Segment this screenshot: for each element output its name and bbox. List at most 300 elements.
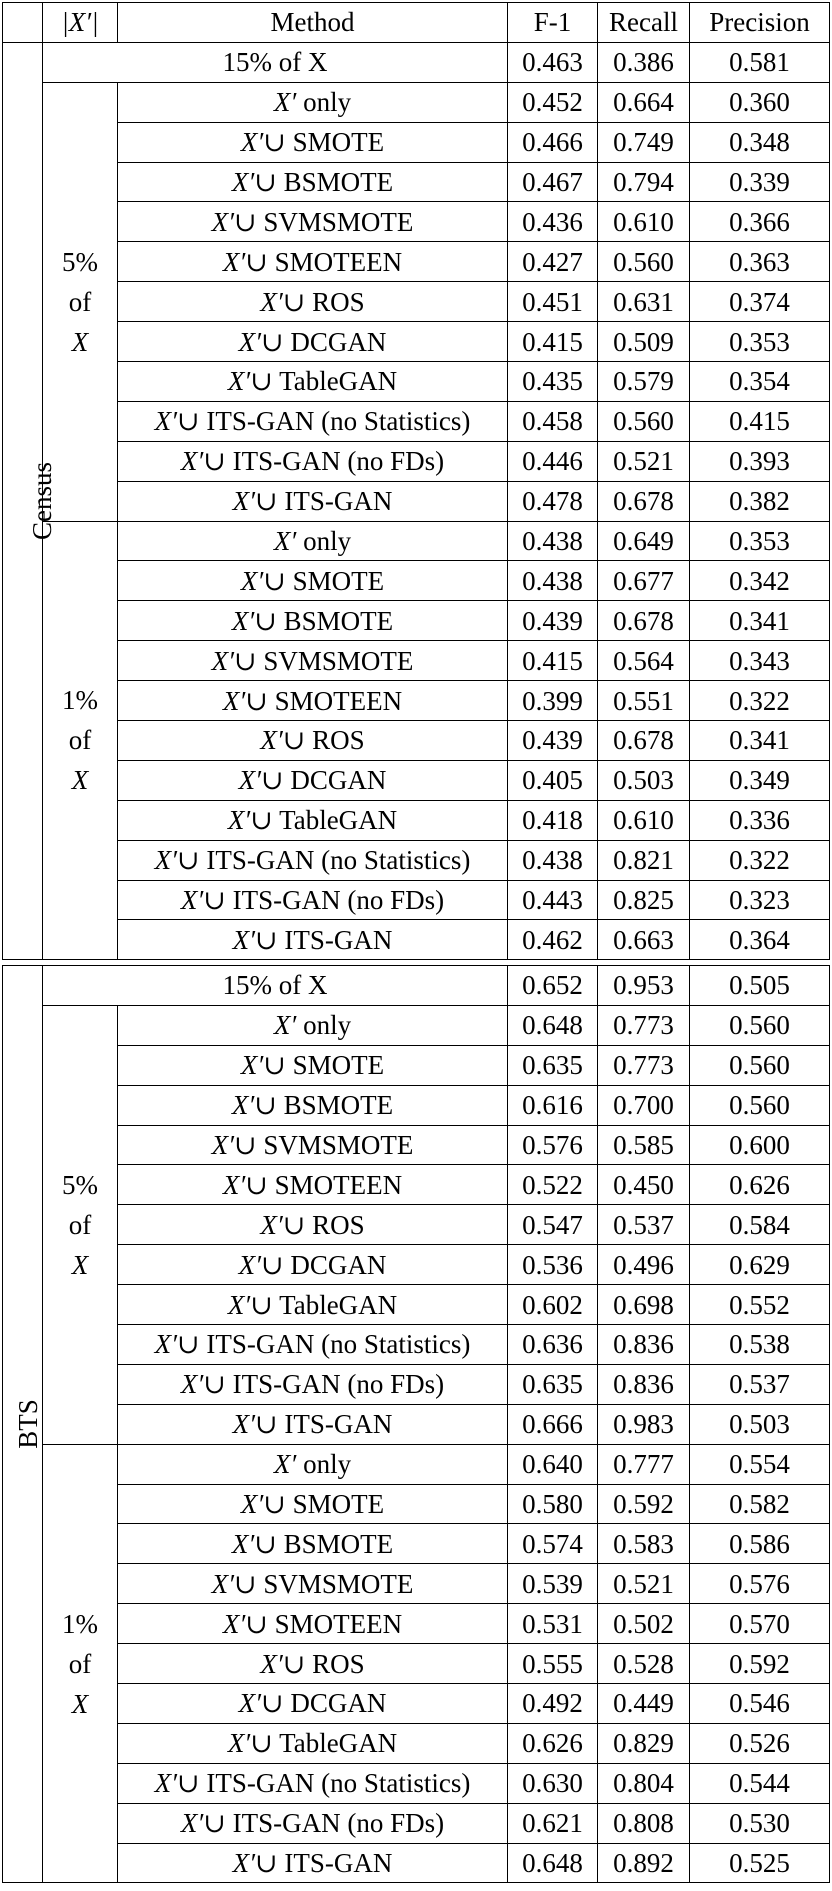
value-f1: 0.648 [508,1005,598,1045]
value-recall: 0.794 [598,162,690,202]
table-row [3,362,830,402]
results-table-bts [2,965,830,1883]
table-row [3,1285,830,1325]
value-precision: 0.546 [690,1684,830,1724]
table-row [3,122,830,162]
value-recall: 0.551 [598,681,690,721]
table-row [3,1763,830,1803]
value-precision: 0.570 [690,1604,830,1644]
value-precision: 0.586 [690,1524,830,1564]
method-prefix: X′ [180,1808,204,1839]
table-row [3,1005,830,1045]
value-recall: 0.678 [598,721,690,761]
value-f1: 0.443 [508,880,598,920]
value-recall: 0.777 [598,1444,690,1484]
method-cell [118,1045,508,1085]
value-precision: 0.323 [690,880,830,920]
table-row [3,1165,830,1205]
size-pct: 5% [62,1169,98,1200]
value-recall: 0.583 [598,1524,690,1564]
value-recall: 0.503 [598,760,690,800]
value-f1: 0.626 [508,1723,598,1763]
value-f1: 0.438 [508,840,598,880]
table-row [3,1484,830,1524]
method-cell [118,1484,508,1524]
value-precision: 0.339 [690,162,830,202]
method-prefix: X′ [260,725,283,756]
method-cell [118,521,508,561]
value-recall: 0.509 [598,322,690,362]
value-f1: 0.462 [508,920,598,960]
method-name: ∪ ROS [282,286,365,317]
method-cell [118,1564,508,1604]
method-cell [118,1604,508,1644]
value-precision: 0.353 [690,322,830,362]
method-cell [118,800,508,840]
value-recall: 0.521 [598,441,690,481]
table-row [3,1404,830,1444]
table-row [3,1723,830,1763]
method-name: ∪ TableGAN [250,805,398,836]
value-precision: 0.360 [690,82,830,122]
value-f1: 0.576 [508,1125,598,1165]
value-recall: 0.649 [598,521,690,561]
value-recall: 0.610 [598,202,690,242]
method-cell [118,601,508,641]
value-recall: 0.592 [598,1484,690,1524]
header-precision: Precision [690,3,830,43]
table-row [3,441,830,481]
method-name: ∪ ITS-GAN (no Statistics) [177,406,471,437]
method-name: ∪ DCGAN [261,765,387,796]
method-name: ∪ TableGAN [250,1289,398,1320]
table-row [3,1205,830,1245]
method-prefix: X′ [211,206,234,237]
value-precision: 0.364 [690,920,830,960]
value-precision: 0.525 [690,1843,830,1883]
table-row [3,401,830,441]
table-row [3,282,830,322]
method-cell [118,1723,508,1763]
size-x: X [71,1688,89,1719]
table-row [3,82,830,122]
value-recall: 0.449 [598,1684,690,1724]
table-row [3,322,830,362]
value-recall: 0.521 [598,1564,690,1604]
method-name: ∪ DCGAN [261,1688,387,1719]
method-prefix: X′ [211,1568,234,1599]
method-prefix: X′ [227,1728,251,1759]
method-name: ∪ SMOTEEN [245,1169,403,1200]
method-cell [118,1404,508,1444]
table-row [3,721,830,761]
value-f1: 0.555 [508,1644,598,1684]
table-row [3,1684,830,1724]
header-f1: F-1 [508,3,598,43]
method-prefix: X′ [222,1169,246,1200]
value-precision: 0.560 [690,1045,830,1085]
value-recall: 0.892 [598,1843,690,1883]
value-precision: 0.342 [690,561,830,601]
method-name: ∪ SMOTEEN [245,1608,403,1639]
table-row [3,1125,830,1165]
baseline-row [3,42,830,82]
baseline-precision: 0.581 [690,42,830,82]
baseline-recall: 0.953 [598,966,690,1006]
value-f1: 0.435 [508,362,598,402]
baseline-f1: 0.463 [508,42,598,82]
method-prefix: X′ [232,486,256,517]
method-name: ∪ SVMSMOTE [234,1130,414,1160]
value-f1: 0.415 [508,641,598,681]
method-cell [118,1005,508,1045]
value-recall: 0.585 [598,1125,690,1165]
method-name: ∪ ITS-GAN (no Statistics) [177,1768,471,1799]
method-cell [118,481,508,521]
method-prefix: X′ [273,87,297,118]
value-precision: 0.341 [690,601,830,641]
table-row [3,1364,830,1404]
table-row [3,1803,830,1843]
table-row [3,1045,830,1085]
method-name: ∪ TableGAN [250,366,398,397]
value-f1: 0.452 [508,82,598,122]
table-row [3,202,830,242]
value-recall: 0.821 [598,840,690,880]
table-row [3,1524,830,1564]
method-cell [118,840,508,880]
baseline-precision: 0.505 [690,966,830,1006]
value-precision: 0.374 [690,282,830,322]
method-cell [118,322,508,362]
table-row [3,840,830,880]
table-row [3,1245,830,1285]
value-precision: 0.554 [690,1444,830,1484]
method-name: ∪ SMOTEEN [245,685,403,716]
method-prefix: X′ [273,1449,297,1480]
method-name: ∪ ROS [282,1648,365,1679]
method-prefix: X′ [238,1249,262,1280]
value-f1: 0.640 [508,1444,598,1484]
table-row [3,1564,830,1604]
value-f1: 0.602 [508,1285,598,1325]
value-precision: 0.336 [690,800,830,840]
value-recall: 0.836 [598,1364,690,1404]
method-name: ∪ SMOTE [263,1050,385,1081]
value-f1: 0.451 [508,282,598,322]
method-prefix: X′ [227,366,251,397]
value-recall: 0.537 [598,1205,690,1245]
value-precision: 0.576 [690,1564,830,1604]
method-cell [118,721,508,761]
method-name: ∪ ITS-GAN (no Statistics) [177,1329,471,1360]
value-precision: 0.526 [690,1723,830,1763]
method-name: ∪ ROS [282,1209,365,1240]
value-precision: 0.592 [690,1644,830,1684]
method-name: only [296,87,352,118]
value-recall: 0.560 [598,242,690,282]
dataset-label: BTS [12,1399,43,1449]
size-of: of [68,1648,92,1679]
method-cell [118,362,508,402]
value-f1: 0.446 [508,441,598,481]
table-row [3,880,830,920]
method-prefix: X′ [240,127,264,158]
method-name: only [296,526,352,557]
value-precision: 0.530 [690,1803,830,1843]
baseline-row [3,966,830,1006]
value-recall: 0.983 [598,1404,690,1444]
method-prefix: X′ [180,1369,204,1400]
method-prefix: X′ [273,1010,297,1041]
value-f1: 0.467 [508,162,598,202]
method-cell [118,401,508,441]
table-row [3,521,830,561]
value-recall: 0.496 [598,1245,690,1285]
method-prefix: X′ [154,1329,178,1360]
method-cell [118,1524,508,1564]
value-recall: 0.836 [598,1325,690,1365]
value-precision: 0.343 [690,641,830,681]
baseline-label: 15% of X [43,42,508,82]
value-precision: 0.503 [690,1404,830,1444]
method-cell [118,1763,508,1803]
value-precision: 0.560 [690,1005,830,1045]
value-f1: 0.666 [508,1404,598,1444]
value-precision: 0.382 [690,481,830,521]
value-precision: 0.415 [690,401,830,441]
method-name: ∪ DCGAN [261,1249,387,1280]
table-row [3,920,830,960]
method-name: ∪ BSMOTE [254,167,394,197]
value-recall: 0.663 [598,920,690,960]
table-row [3,242,830,282]
value-recall: 0.564 [598,641,690,681]
header-method: Method [118,3,508,43]
method-prefix: X′ [154,1768,178,1799]
method-name: ∪ ITS-GAN [255,924,393,955]
value-precision: 0.349 [690,760,830,800]
value-precision: 0.353 [690,521,830,561]
value-recall: 0.700 [598,1085,690,1125]
value-recall: 0.678 [598,601,690,641]
value-recall: 0.829 [598,1723,690,1763]
value-f1: 0.635 [508,1045,598,1085]
method-name: ∪ BSMOTE [254,1528,394,1559]
value-f1: 0.492 [508,1684,598,1724]
value-recall: 0.749 [598,122,690,162]
value-precision: 0.354 [690,362,830,402]
value-f1: 0.436 [508,202,598,242]
method-prefix: X′ [211,1130,234,1160]
method-name: ∪ SVMSMOTE [234,206,414,237]
method-name: ∪ ITS-GAN (no FDs) [203,446,445,477]
method-cell [118,82,508,122]
size-of: of [68,1209,92,1240]
method-prefix: X′ [238,765,261,796]
method-cell [118,162,508,202]
value-f1: 0.539 [508,1564,598,1604]
value-f1: 0.531 [508,1604,598,1644]
value-f1: 0.418 [508,800,598,840]
value-recall: 0.808 [598,1803,690,1843]
value-precision: 0.582 [690,1484,830,1524]
value-f1: 0.438 [508,561,598,601]
table-row [3,561,830,601]
value-precision: 0.393 [690,441,830,481]
size-group-cell [43,1005,118,1444]
size-of: of [68,286,92,317]
method-prefix: X′ [260,286,283,317]
value-precision: 0.538 [690,1325,830,1365]
method-name: ∪ ITS-GAN [255,1848,393,1879]
value-f1: 0.636 [508,1325,598,1365]
method-prefix: X′ [180,885,204,916]
method-prefix: X′ [232,1409,256,1440]
value-recall: 0.664 [598,82,690,122]
method-prefix: X′ [231,605,255,636]
size-pct: 5% [62,246,98,277]
method-cell [118,1803,508,1843]
value-f1: 0.522 [508,1165,598,1205]
method-prefix: X′ [260,1209,283,1240]
method-cell [118,880,508,920]
method-name: only [296,1010,352,1041]
table-row [3,1644,830,1684]
method-cell [118,641,508,681]
value-precision: 0.322 [690,840,830,880]
method-prefix: X′ [240,1489,264,1520]
value-precision: 0.363 [690,242,830,282]
method-prefix: X′ [232,924,256,955]
method-cell [118,1843,508,1883]
value-recall: 0.773 [598,1045,690,1085]
method-cell [118,1205,508,1245]
value-recall: 0.804 [598,1763,690,1803]
value-precision: 0.584 [690,1205,830,1245]
method-cell [118,1165,508,1205]
method-prefix: X′ [238,326,261,357]
method-name: ∪ ITS-GAN (no FDs) [203,885,445,916]
value-f1: 0.547 [508,1205,598,1245]
method-cell [118,441,508,481]
value-recall: 0.450 [598,1165,690,1205]
value-recall: 0.773 [598,1005,690,1045]
size-x: X [71,765,89,796]
value-precision: 0.537 [690,1364,830,1404]
table-row [3,760,830,800]
results-table-census [2,2,830,960]
value-recall: 0.698 [598,1285,690,1325]
method-prefix: X′ [180,446,204,477]
dataset-cell [3,966,43,1883]
method-cell [118,1684,508,1724]
method-cell [118,1644,508,1684]
method-cell [118,1125,508,1165]
method-name: ∪ SVMSMOTE [234,645,414,676]
size-group-cell [43,82,118,521]
method-name: ∪ SVMSMOTE [234,1568,414,1599]
method-prefix: X′ [260,1648,283,1679]
method-prefix: X′ [240,565,264,596]
value-precision: 0.348 [690,122,830,162]
size-group-cell [43,521,118,960]
value-recall: 0.677 [598,561,690,601]
value-recall: 0.678 [598,481,690,521]
size-of: of [68,725,92,756]
table-row [3,800,830,840]
size-pct: 1% [62,685,98,716]
value-f1: 0.635 [508,1364,598,1404]
value-f1: 0.415 [508,322,598,362]
value-f1: 0.478 [508,481,598,521]
value-precision: 0.552 [690,1285,830,1325]
baseline-f1: 0.652 [508,966,598,1006]
size-pct: 1% [62,1608,98,1639]
method-cell [118,1325,508,1365]
method-name: ∪ ITS-GAN (no FDs) [203,1369,445,1400]
method-cell [118,1444,508,1484]
value-recall: 0.579 [598,362,690,402]
method-prefix: X′ [211,645,234,676]
value-f1: 0.458 [508,401,598,441]
method-cell [118,760,508,800]
value-f1: 0.405 [508,760,598,800]
method-prefix: X′ [231,167,255,197]
value-precision: 0.341 [690,721,830,761]
method-prefix: X′ [154,406,178,437]
method-name: ∪ SMOTEEN [245,246,403,277]
value-f1: 0.536 [508,1245,598,1285]
header-size: |X′| [43,3,118,43]
value-recall: 0.610 [598,800,690,840]
table-row [3,162,830,202]
method-prefix: X′ [222,685,246,716]
size-x: X [71,326,89,357]
method-prefix: X′ [227,805,251,836]
dataset-label: Census [27,462,58,541]
value-f1: 0.574 [508,1524,598,1564]
method-name: ∪ ITS-GAN (no Statistics) [177,845,471,876]
value-f1: 0.630 [508,1763,598,1803]
value-f1: 0.439 [508,601,598,641]
method-name: ∪ SMOTE [263,1489,385,1520]
method-prefix: X′ [154,845,178,876]
method-name: ∪ BSMOTE [254,605,394,636]
header-dataset [3,3,43,43]
table-row [3,641,830,681]
method-prefix: X′ [227,1289,251,1320]
method-name: ∪ ROS [282,725,365,756]
value-precision: 0.544 [690,1763,830,1803]
method-prefix: X′ [273,526,297,557]
value-precision: 0.366 [690,202,830,242]
table-row [3,681,830,721]
size-group-cell [43,1444,118,1883]
value-precision: 0.626 [690,1165,830,1205]
method-cell [118,681,508,721]
dataset-cell [3,42,58,959]
method-cell [118,1285,508,1325]
value-recall: 0.502 [598,1604,690,1644]
method-cell [118,561,508,601]
value-precision: 0.629 [690,1245,830,1285]
method-cell [118,282,508,322]
method-name: ∪ SMOTE [263,127,385,158]
value-precision: 0.560 [690,1085,830,1125]
size-x: X [71,1249,89,1280]
method-cell [118,920,508,960]
